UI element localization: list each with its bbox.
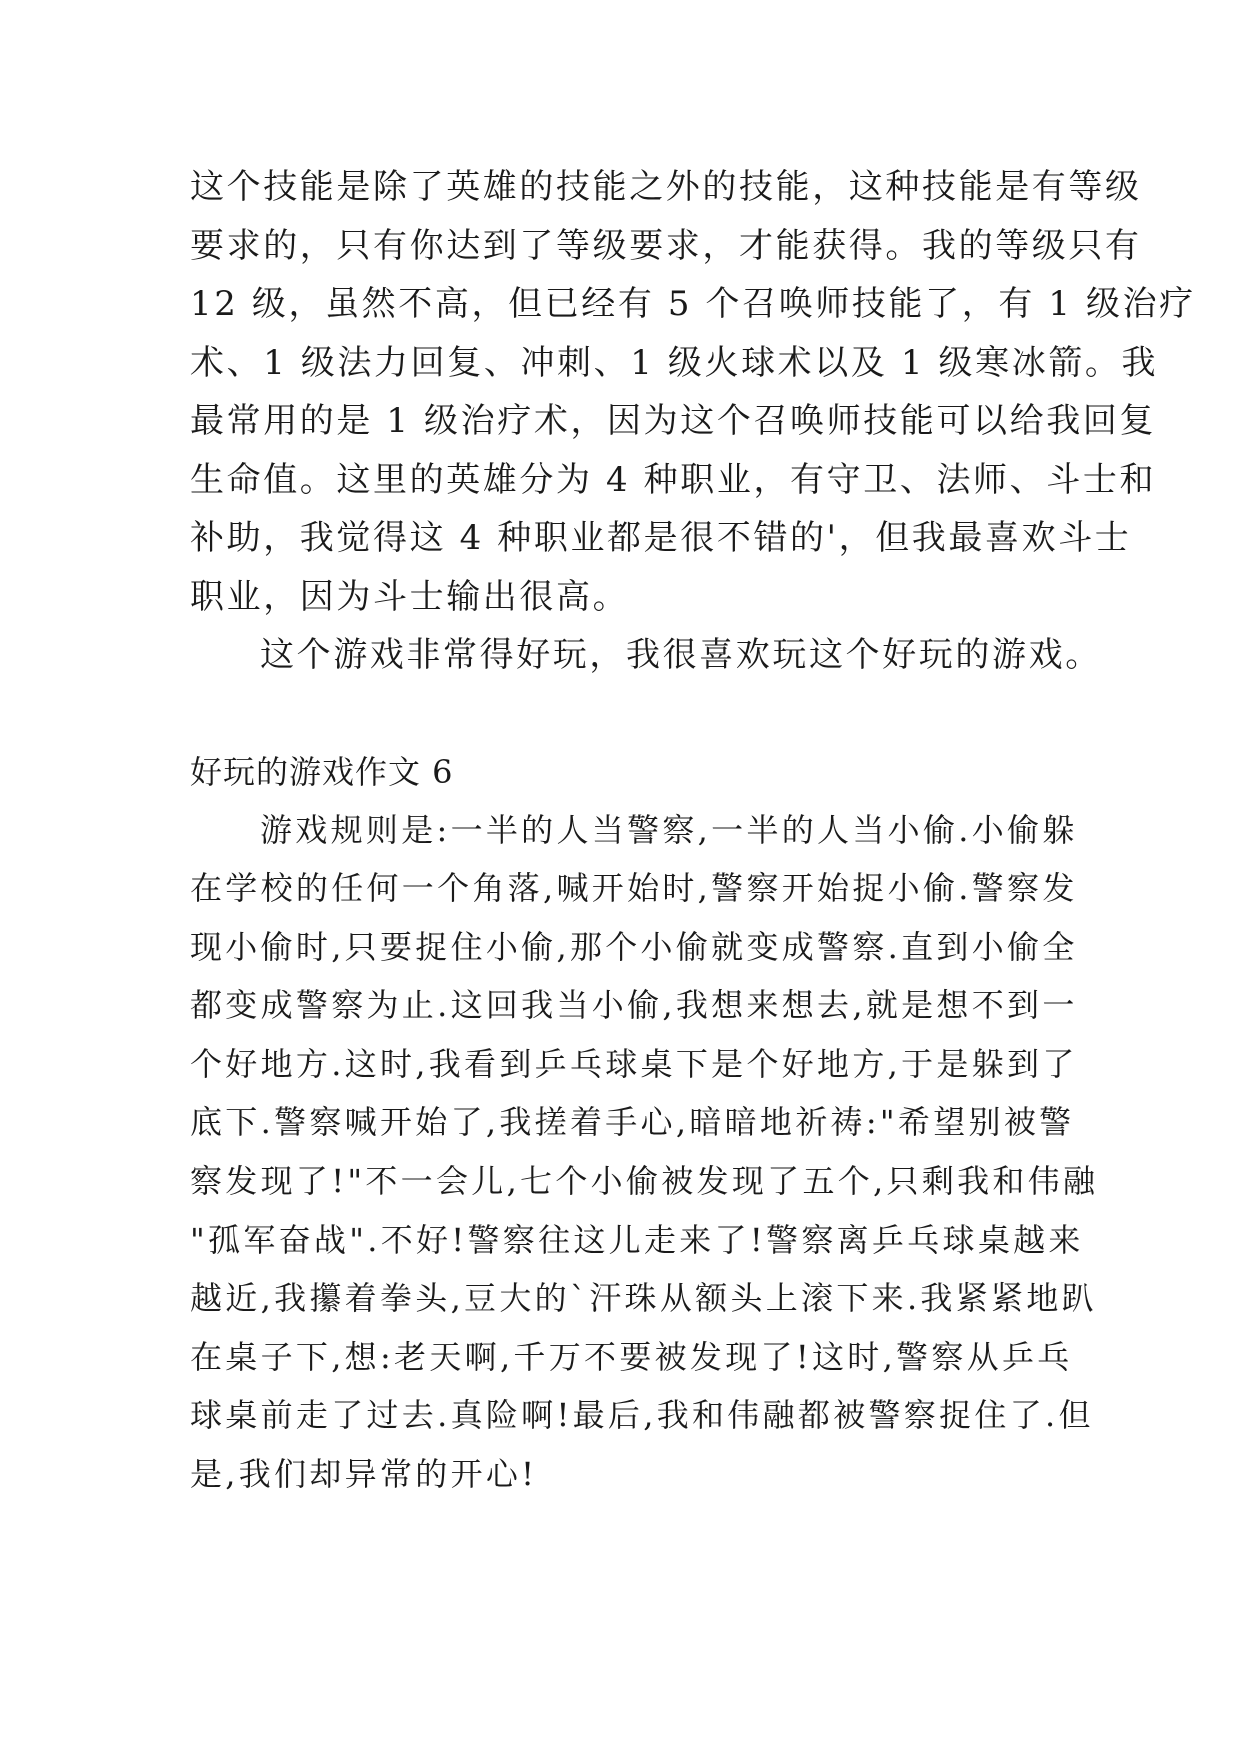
text-line: 要求的，只有你达到了等级要求，才能获得。我的等级只有 (190, 225, 1142, 266)
text-line: 12 级，虽然不高，但已经有 5 个召唤师技能了，有 1 级治疗 (190, 284, 1196, 324)
text-line: 游戏规则是:一半的人当警察,一半的人当小偷.小偷躲 (260, 810, 1078, 849)
paragraph-police-game (190, 801, 1099, 1504)
text-line: 在桌子下,想:老天啊,千万不要被发现了!这时,警察从乒乓 (190, 1337, 1073, 1376)
text-line: 越近,我攥着拳头,豆大的`汗珠从额头上滚下来.我紧紧地趴 (190, 1279, 1097, 1318)
text-line: 生命值。这里的英雄分为 4 种职业，有守卫、法师、斗士和 (190, 459, 1157, 500)
text-line: 球桌前走了过去.真险啊!最后,我和伟融都被警察捉住了.但 (190, 1396, 1094, 1435)
text-line: 底下.警察喊开始了,我搓着手心,暗暗地祈祷:"希望别被警 (190, 1103, 1075, 1142)
paragraph-gap (190, 685, 1052, 743)
text-line: 个好地方.这时,我看到乒乓球桌下是个好地方,于是躲到了 (190, 1044, 1078, 1083)
text-line: 察发现了!"不一会儿,七个小偷被发现了五个,只剩我和伟融 (190, 1162, 1099, 1201)
text-line: 是,我们却异常的开心! (190, 1455, 538, 1494)
text-line: 这个技能是除了英雄的技能之外的技能，这种技能是有等级 (190, 167, 1142, 207)
text-line: 术、1 级法力回复、冲刺、1 级火球术以及 1 级寒冰箭。我 (190, 342, 1159, 383)
text-line: 现小偷时,只要捉住小偷,那个小偷就变成警察.直到小偷全 (190, 927, 1078, 966)
paragraph-skills (190, 158, 1196, 626)
text-line: 都变成警察为止.这回我当小偷,我想来想去,就是想不到一 (190, 986, 1078, 1025)
document-body (190, 158, 1196, 1504)
paragraph-conclusion (190, 626, 1102, 685)
text-line: 这个游戏非常得好玩，我很喜欢玩这个好玩的游戏。 (260, 635, 1102, 675)
text-line: "孤军奋战".不好!警察往这儿走来了!警察离乒乓球桌越来 (190, 1220, 1084, 1259)
text-line: 职业，因为斗士输出很高。 (190, 576, 630, 617)
text-line: 补助，我觉得这 4 种职业都是很不错的'，但我最喜欢斗士 (190, 518, 1132, 558)
essay-title: 好玩的游戏作文 6 (190, 752, 454, 791)
text-line: 在学校的任何一个角落,喊开始时,警察开始捉小偷.警察发 (190, 869, 1078, 908)
text-line: 最常用的是 1 级治疗术，因为这个召唤师技能可以给我回复 (190, 401, 1157, 441)
